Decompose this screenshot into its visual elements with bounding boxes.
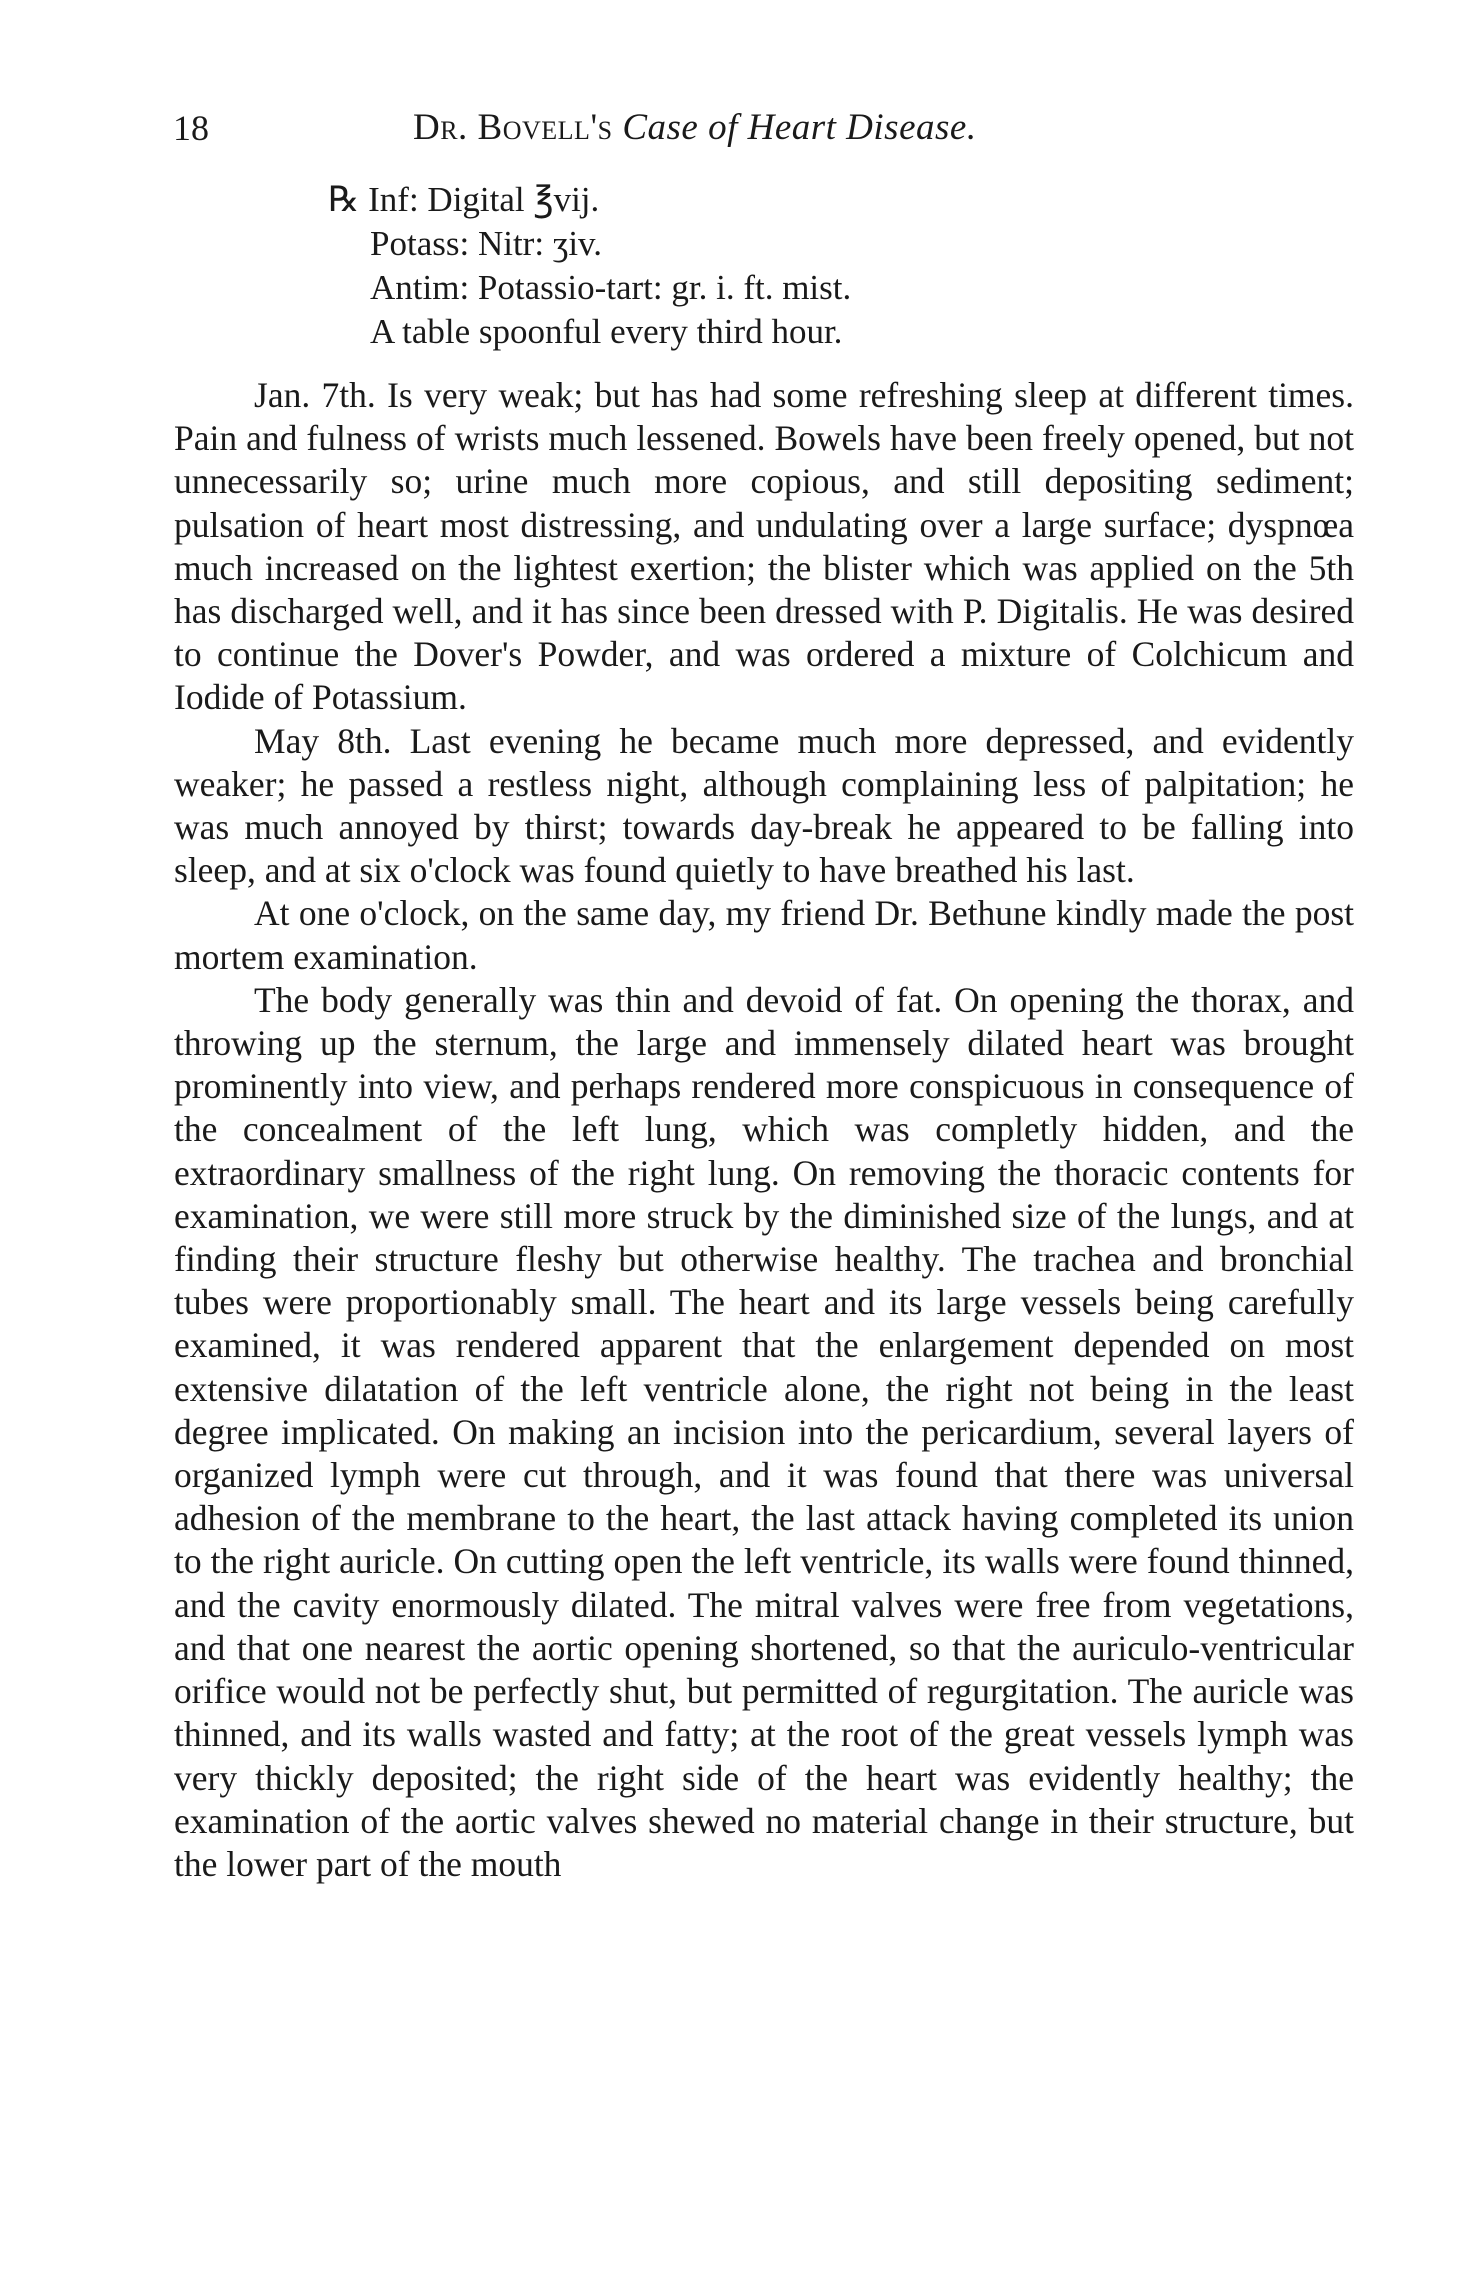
running-title-author: Dr. Bovell's [413,107,613,148]
body-text [174,374,1354,1886]
page-number: 18 [173,108,209,148]
paragraph-jan-7th: Jan. 7th. Is very weak; but has had some refreshing sleep at different times. Pain and fulness of wrists much lessened. Bowels have been freely opened, but not unnecessarily so; urine much more copious, and still depositing sediment; pulsation of heart most distressing, and undulating over a large surface; dyspnœa much increased on the lightest exertion; the blister which was applied on the 5th has discharged well, and it has since been dressed with P. Digitalis. He was desired to continue the Dover's Powder, and was ordered a mixture of Colchicum and Iodide of Potassium. [174,375,1354,718]
running-title [413,104,977,152]
prescription-line: ℞ Inf: Digital ℥vij. [328,180,600,219]
running-title-subject: Case of Heart Disease. [622,107,977,148]
prescription-block [328,178,1270,354]
paragraph-post-mortem-intro: At one o'clock, on the same day, my friend Dr. Bethune kindly made the post mortem examination. [174,893,1354,977]
running-header [173,104,1353,152]
prescription-line: Antim: Potassio-tart: gr. i. ft. mist. [370,268,852,307]
prescription-line: Potass: Nitr: ʒiv. [370,224,603,263]
paragraph-may-8th: May 8th. Last evening he became much more depressed, and evidently weaker; he passed a restless night, although complaining less of palpitation; he was much annoyed by thirst; towards day-break he appeared to be falling into sleep, and at six o'clock was found quietly to have breathed his last. [174,720,1354,891]
paragraph-autopsy-findings: The body generally was thin and devoid of fat. On opening the thorax, and throwing up the sternum, the large and immensely dilated heart was brought prominently into view, and perhaps rendered more conspicuous in consequence of the concealment of the left lung, which was completly hidden, and the extraordinary smallness of the right lung. On removing the thoracic contents for examination, we were still more struck by the diminished size of the lungs, and at finding their structure fleshy but otherwise healthy. The trachea and bronchial tubes were proportionably small. The heart and its large vessels being carefully examined, it was rendered apparent that the enlargement depended on most extensive dilatation of the left ventricle alone, the right not being in the least degree implicated. On making an incision into the pericardium, several layers of organized lymph were cut through, and it was found that there was universal adhesion of the membrane to the heart, the last attack having completed its union to the right auricle. On cutting open the left ventricle, its walls were found thinned, and the cavity enormously dilated. The mitral valves were free from vegetations, and that one nearest the aortic opening shortened, so that the auriculo-ventricular orifice would not be perfectly shut, but permitted of regurgitation. The auricle was thinned, and its walls wasted and fatty; at the root of the great vessels lymph was very thickly deposited; the right side of the heart was evidently healthy; the examination of the aortic valves shewed no material change in their structure, but the lower part of the mouth [174,979,1354,1884]
prescription-line: A table spoonful every third hour. [370,312,843,351]
